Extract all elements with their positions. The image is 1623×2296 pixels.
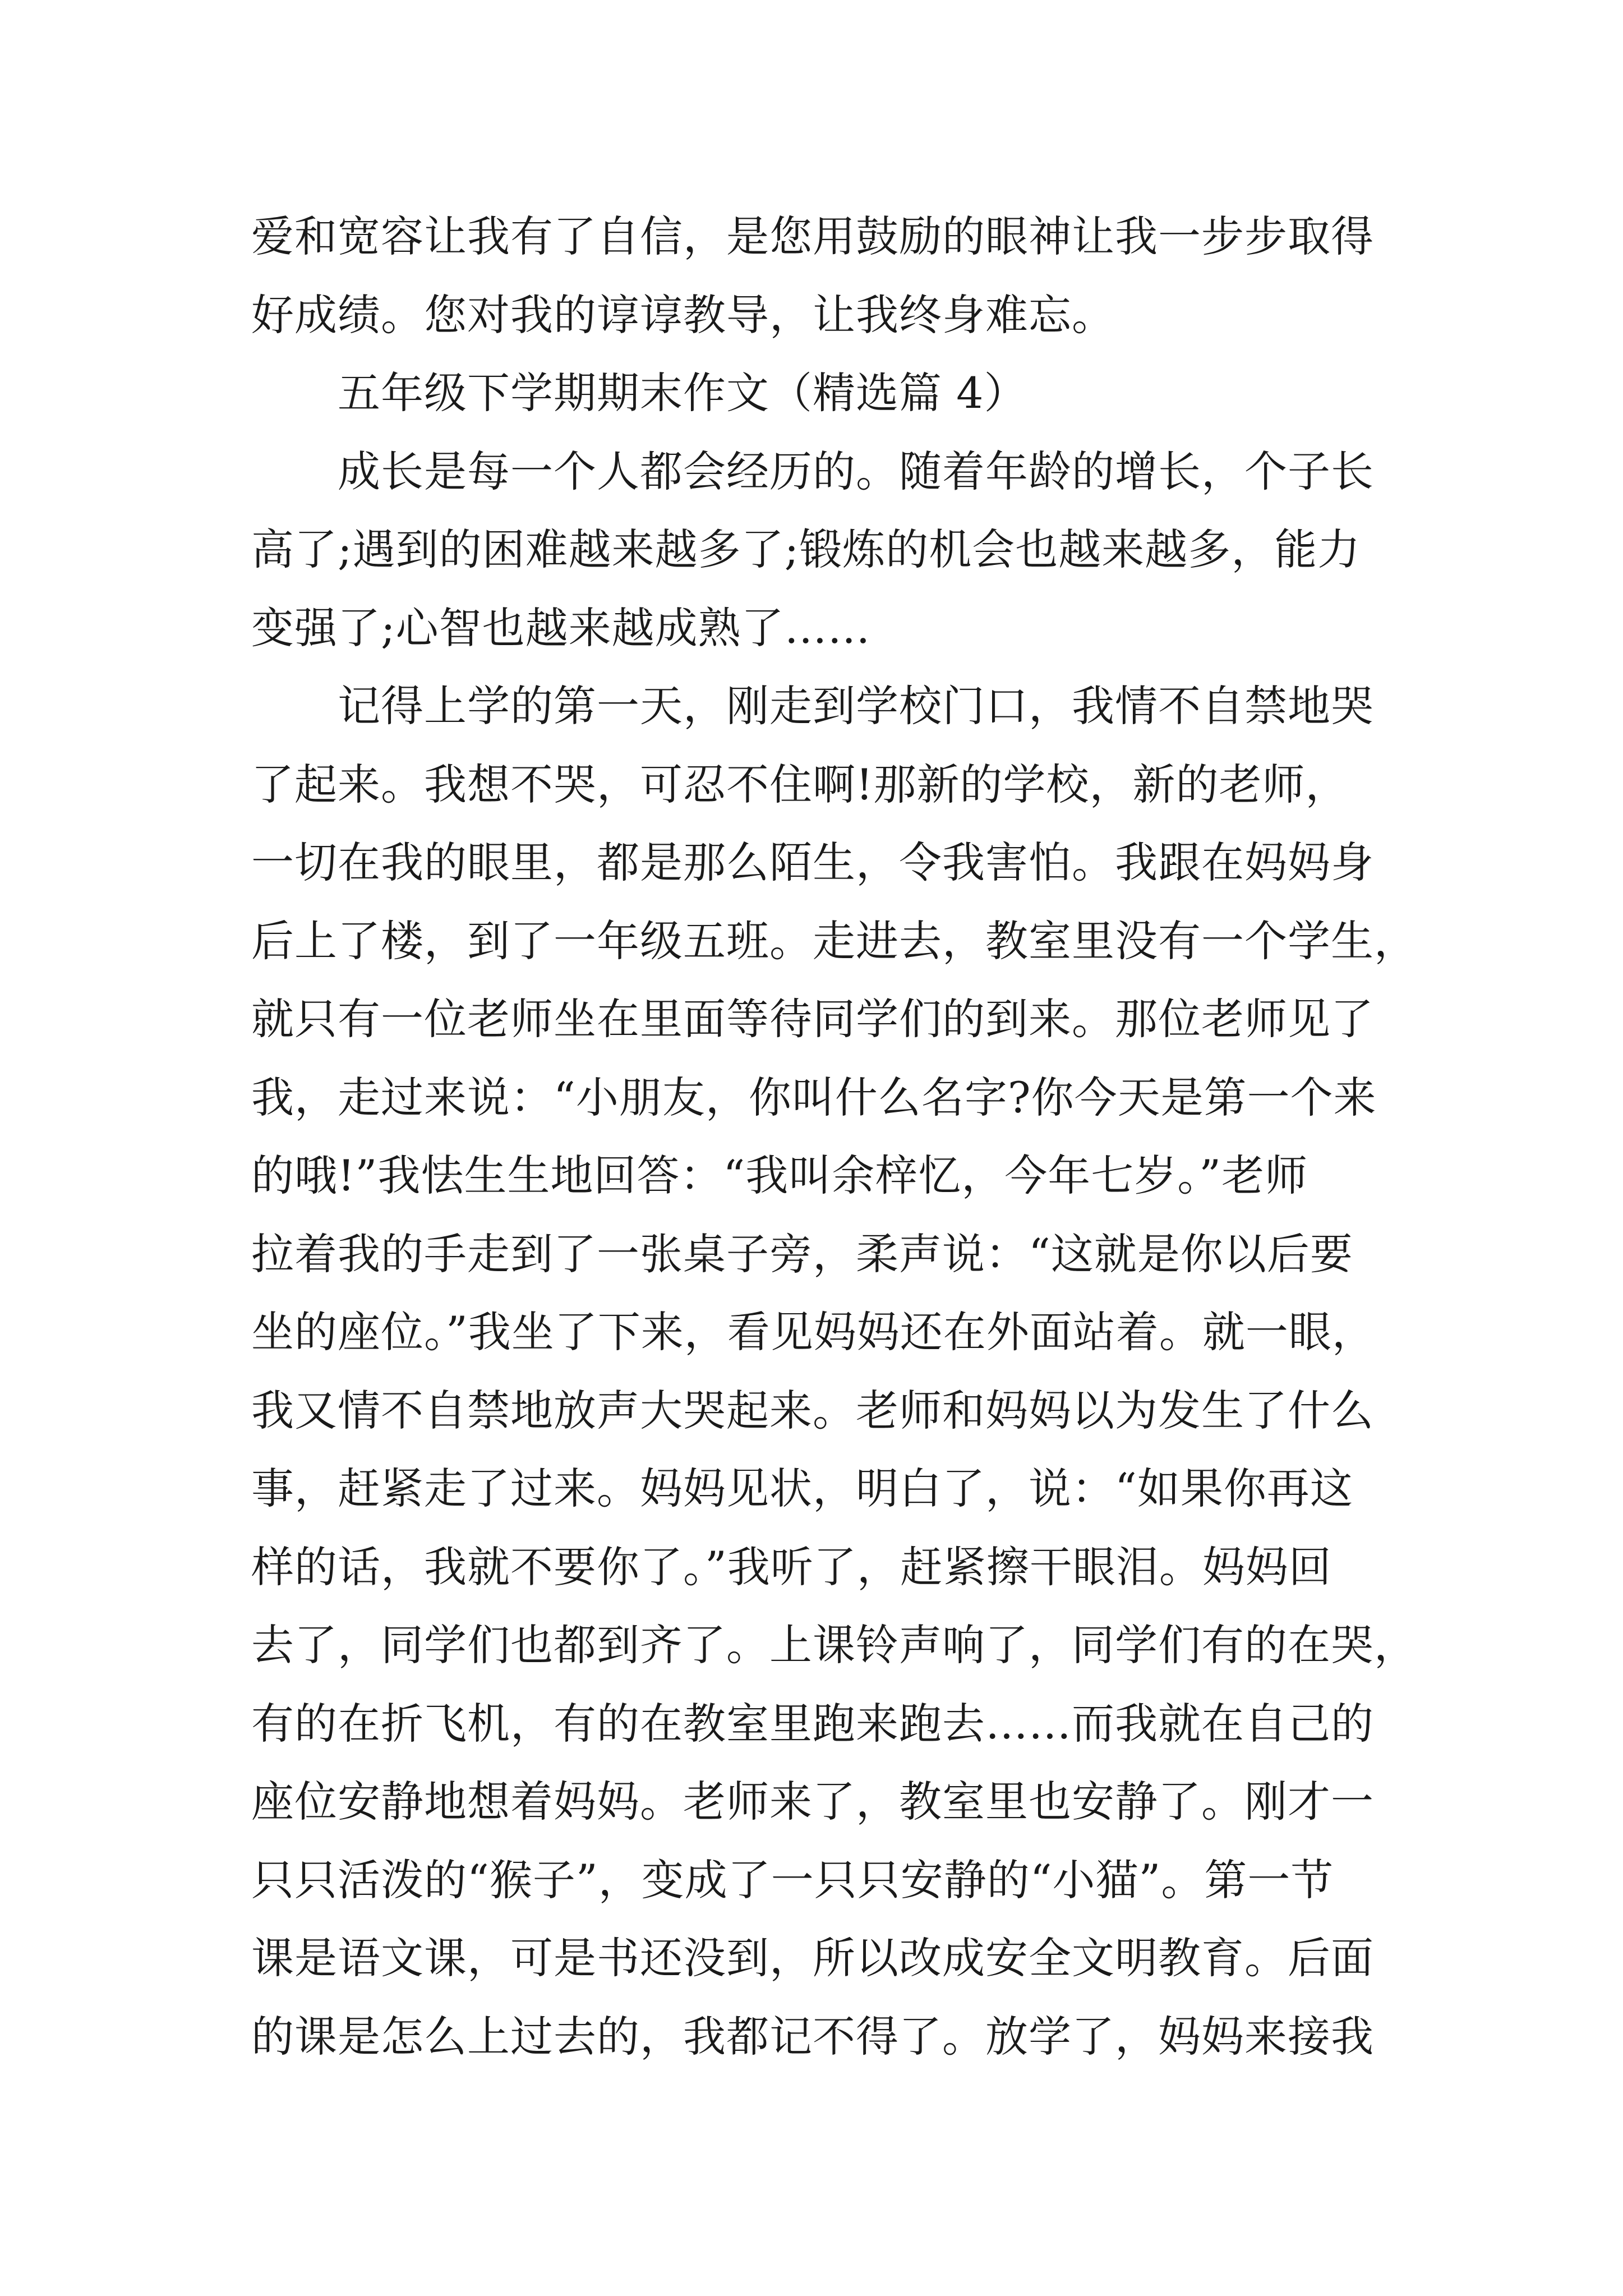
text-line: 只只活泼的“猴子”，变成了一只只安静的“小猫”。第一节: [251, 1855, 1334, 1905]
text-line: 有的在折飞机，有的在教室里跑来跑去……而我就在自己的: [251, 1698, 1374, 1749]
text-line: 变强了;心智也越来越成熟了……: [251, 602, 871, 653]
section-heading: 五年级下学期期末作文（精选篇 4）: [251, 368, 1027, 418]
text-line: 爱和宽容让我有了自信，是您用鼓励的眼神让我一步步取得: [251, 211, 1374, 261]
text-line: 后上了楼，到了一年级五班。走进去，教室里没有一个学生，: [251, 915, 1417, 966]
text-line: 成长是每一个人都会经历的。随着年龄的增长，个子长: [251, 446, 1374, 496]
text-line: 课是语文课，可是书还没到，所以改成安全文明教育。后面: [251, 1933, 1374, 1983]
text-line: 座位安静地想着妈妈。老师来了，教室里也安静了。刚才一: [251, 1777, 1374, 1826]
text-line: 样的话，我就不要你了。”我听了，赶紧擦干眼泪。妈妈回: [251, 1542, 1332, 1592]
text-line: 我，走过来说：“小朋友，你叫什么名字?你今天是第一个来: [251, 1072, 1377, 1122]
text-line: 就只有一位老师坐在里面等待同学们的到来。那位老师见了: [251, 994, 1374, 1044]
text-line: 的课是怎么上过去的，我都记不得了。放学了，妈妈来接我: [251, 2011, 1374, 2062]
text-line: 了起来。我想不哭，可忍不住啊!那新的学校，新的老师，: [251, 759, 1349, 809]
text-line: 拉着我的手走到了一张桌子旁，柔声说：“这就是你以后要: [251, 1228, 1353, 1279]
text-line: 好成绩。您对我的谆谆教导，让我终身难忘。: [251, 289, 1115, 340]
essay-body: [251, 197, 1417, 2076]
text-line: 一切在我的眼里，都是那么陌生，令我害怕。我跟在妈妈身: [251, 838, 1374, 887]
text-line: 的哦!”我怯生生地回答：“我叫余梓忆，今年七岁。”老师: [251, 1151, 1308, 1200]
text-line: 事，赶紧走了过来。妈妈见状，明白了，说：“如果你再这: [251, 1464, 1353, 1513]
text-line: 坐的座位。”我坐了下来，看见妈妈还在外面站着。就一眼，: [251, 1307, 1375, 1357]
text-line: 去了，同学们也都到齐了。上课铃声响了，同学们有的在哭，: [251, 1620, 1417, 1670]
text-line: 记得上学的第一天，刚走到学校门口，我情不自禁地哭: [251, 681, 1374, 731]
text-line: 我又情不自禁地放声大哭起来。老师和妈妈以为发生了什么: [251, 1385, 1374, 1435]
text-line: 高了;遇到的困难越来越多了;锻炼的机会也越来越多，能力: [251, 524, 1361, 574]
